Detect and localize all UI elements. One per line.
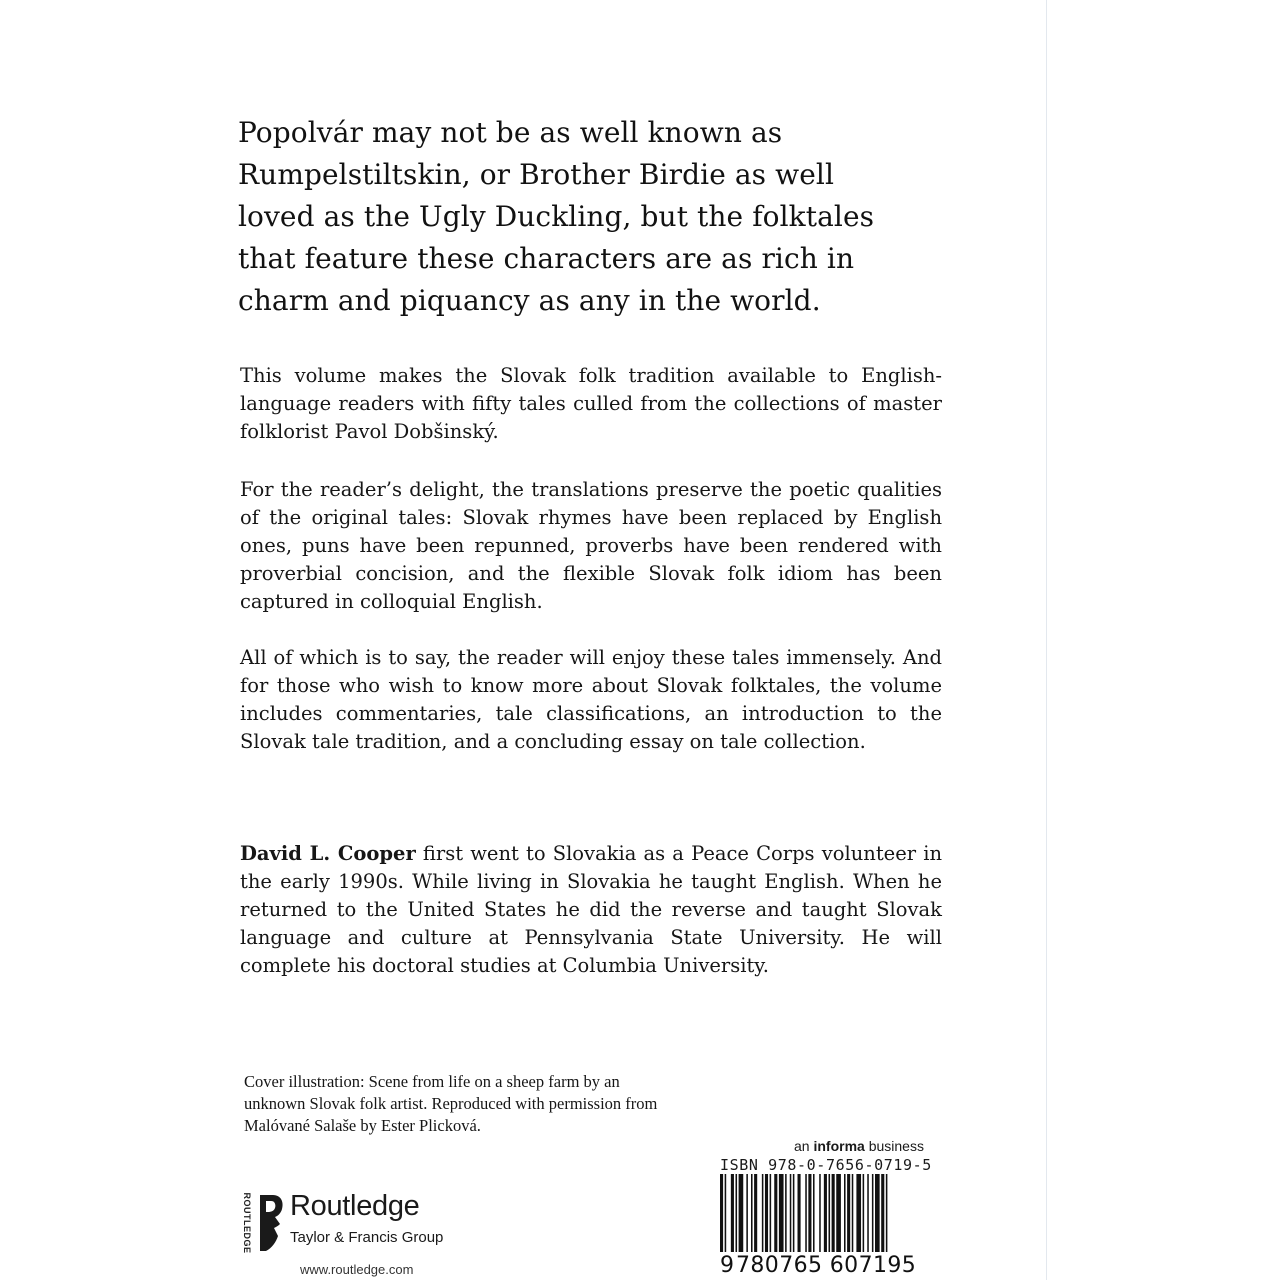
author-name: David L. Cooper	[240, 842, 416, 865]
barcode-bar	[824, 1174, 827, 1262]
barcode-bar	[836, 1174, 841, 1262]
publisher-url: www.routledge.com	[300, 1262, 414, 1277]
author-bio-text: first went to Slovakia as a Peace Corps volunteer in the early 1990s. While living in Slovakia he taught English. When he returned to the United States he did the reverse and taught Slovak language and culture at Pennsylvania State University. He will complete his doctoral studies at Columbia University.	[240, 842, 943, 977]
routledge-head-icon	[258, 1194, 286, 1252]
publisher-name: Routledge	[290, 1190, 420, 1222]
barcode-bar	[779, 1174, 784, 1262]
isbn-label: ISBN 978-0-7656-0719-5	[720, 1156, 932, 1174]
description-paragraph-2: For the reader’s delight, the translations preserve the poetic qualities of the original tales: Slovak rhymes have been replaced by English ones, puns have been repunned, proverbs have been rendered with proverbial concision, and the flexible Slovak folk idiom has been captured in colloquial English.	[240, 478, 942, 613]
barcode-bar	[805, 1174, 807, 1262]
barcode-bar	[725, 1174, 727, 1262]
barcode-bar	[731, 1174, 734, 1262]
author-bio	[240, 840, 942, 980]
barcode-bar	[881, 1174, 884, 1262]
barcode-bar	[813, 1174, 815, 1262]
barcode-bar	[808, 1174, 811, 1262]
barcode-bar	[856, 1174, 861, 1262]
publisher-vertical-label: ROUTLEDGE	[242, 1192, 252, 1254]
publisher-logo-block	[238, 1192, 538, 1254]
barcode-bar	[790, 1174, 792, 1262]
description-paragraph-3: All of which is to say, the reader will enjoy these tales immensely. And for those who wish to know more about Slovak folktales, the volume includes commentaries, tale classifications, an introduction to the Slovak tale tradition, and a concluding essay on tale collection.	[240, 646, 942, 753]
barcode-bar	[844, 1174, 846, 1262]
barcode-bar	[746, 1174, 748, 1262]
barcode-bar	[765, 1174, 768, 1262]
barcode-bar	[751, 1174, 753, 1262]
barcode-bar	[819, 1174, 821, 1262]
right-margin-strip	[1046, 0, 1280, 1280]
barcode-bar	[785, 1174, 787, 1262]
barcode-bar	[793, 1174, 795, 1262]
barcode-bar	[847, 1174, 850, 1262]
barcode-bar	[886, 1174, 888, 1262]
barcode-bar	[762, 1174, 764, 1262]
barcode-graphic	[718, 1174, 950, 1262]
barcode-bar	[832, 1174, 835, 1262]
barcode-bar	[739, 1174, 744, 1262]
publisher-group: Taylor & Francis Group	[290, 1229, 444, 1246]
barcode-bar	[852, 1174, 854, 1262]
barcode-bar	[798, 1174, 801, 1262]
barcode-bar	[867, 1174, 869, 1262]
barcode-bar	[770, 1174, 772, 1262]
barcode-bar	[736, 1174, 738, 1262]
barcode-bar	[774, 1174, 777, 1262]
barcode-bar	[863, 1174, 865, 1262]
informa-tagline: an informa business	[794, 1138, 924, 1154]
description-paragraph-1: This volume makes the Slovak folk tradition available to English-language readers with fifty tales culled from the collections of master folklorist Pavol Dobšinský.	[240, 364, 942, 443]
cover-illustration-credit: Cover illustration: Scene from life on a sheep farm by an unknown Slovak folk artist. Reproduced with permission from Malóvané Salaše by Ester Plicková.	[244, 1072, 658, 1135]
barcode-bar	[720, 1174, 723, 1262]
barcode-bar	[875, 1174, 880, 1262]
barcode-digits: 9780765 607195	[720, 1252, 950, 1280]
barcode-bar	[829, 1174, 831, 1262]
barcode-bar	[754, 1174, 757, 1262]
blurb-headline: Popolvár may not be as well known as Rumpelstiltskin, or Brother Birdie as well loved as the Ugly Duckling, but the folktales that feature these characters are as rich in charm and piquancy as any in the world.	[238, 116, 875, 317]
barcode-bar	[872, 1174, 874, 1262]
